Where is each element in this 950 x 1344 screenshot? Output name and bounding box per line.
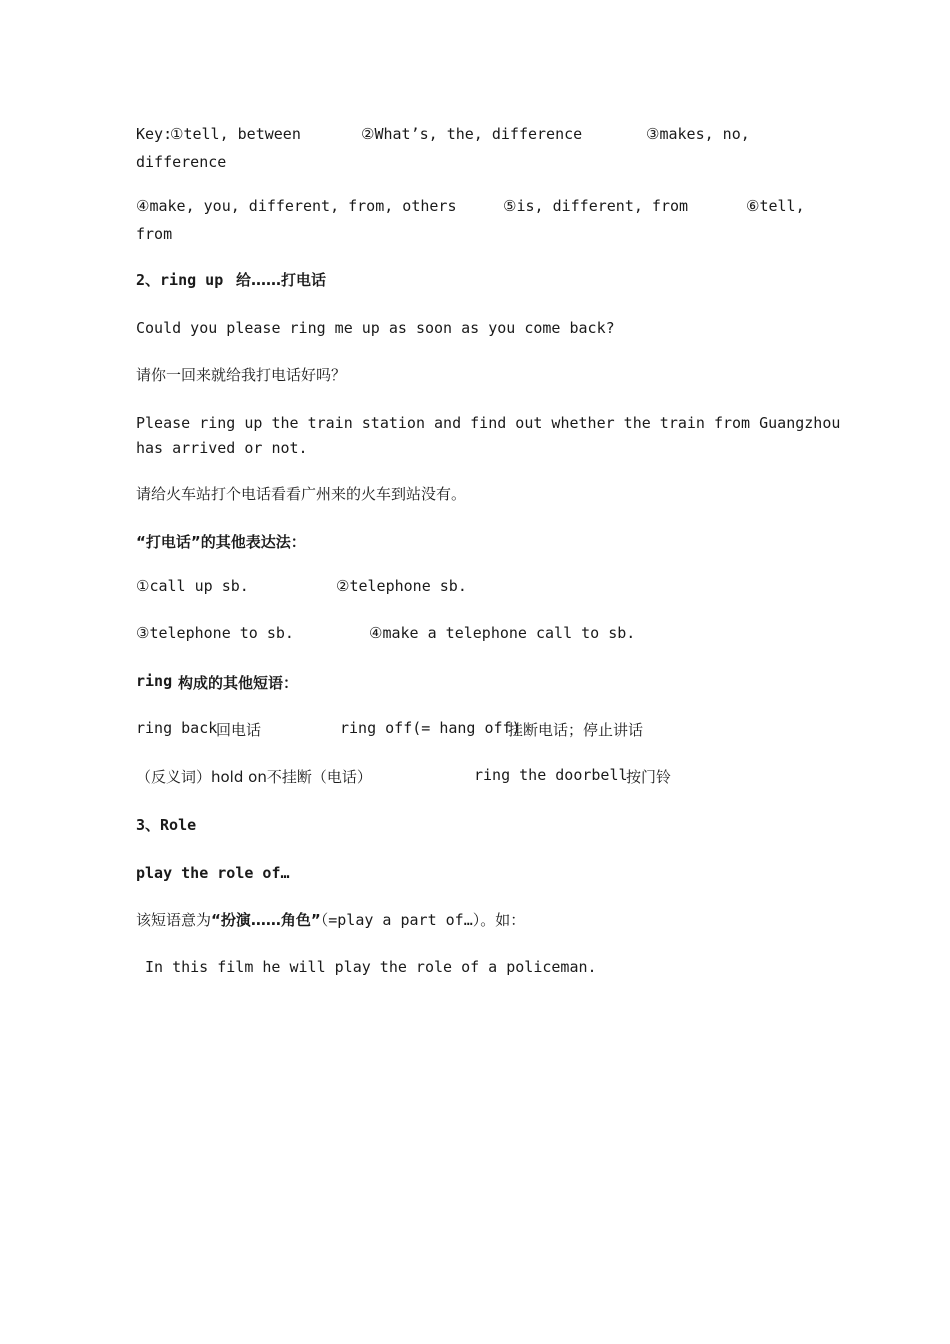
key-answer-3-cont: difference — [136, 153, 227, 171]
phrase-hold-on: （反义词）hold on不挂断（电话） — [136, 768, 372, 786]
phrase-meaning-pre: 该短语意为 — [136, 911, 212, 929]
phrase-ring-doorbell-cn: 按门铃 — [626, 768, 672, 786]
example-2-cn: 请给火车站打个电话看看广州来的火车到站没有。 — [136, 485, 467, 503]
ring-phrases-row-2 — [136, 766, 836, 791]
example-1-cn: 请你一回来就给我打电话好吗？ — [136, 366, 347, 384]
answer-key-row-1 — [136, 125, 836, 150]
section-2-title-cn: 给……打电话 — [236, 271, 327, 289]
key-answer-6-cont: from — [136, 225, 173, 243]
phrase-ring-off-cn: 挂断电话；停止讲话 — [508, 721, 644, 739]
phrase-ring-off: ring off(= hang off) — [340, 719, 521, 737]
phrase-meaning-bold: “扮演……角色” — [211, 911, 321, 929]
example-2-en-line1: Please ring up the train station and find out whether the train from Guangzhou — [136, 414, 841, 432]
key-label: Key: — [136, 125, 173, 143]
key-answer-3: ③makes, no, — [646, 125, 750, 143]
other-expressions-heading: “打电话”的其他表达法： — [136, 533, 306, 551]
key-answer-5: ⑤is, different, from — [503, 197, 689, 215]
ring-phrases-row-1 — [136, 719, 836, 744]
role-example-sentence: In this film he will play the role of a policeman. — [145, 958, 597, 976]
ring-phrases-heading-en: ring — [136, 672, 173, 690]
expression-2: ②telephone sb. — [336, 577, 467, 595]
expression-1: ①call up sb. — [136, 577, 249, 595]
key-answer-6: ⑥tell, — [746, 197, 805, 215]
example-1-en: Could you please ring me up as soon as you come back? — [136, 319, 615, 337]
key-answer-1: ①tell, between — [170, 125, 301, 143]
ring-phrases-heading-cn: 构成的其他短语： — [178, 674, 299, 692]
phrase-ring-back-cn: 回电话 — [216, 721, 262, 739]
phrase-meaning — [136, 908, 525, 933]
section-2-heading — [136, 269, 836, 294]
phrase-ring-doorbell: ring the doorbell — [474, 766, 628, 784]
answer-key-row-2 — [136, 197, 836, 222]
expressions-row-1 — [136, 577, 836, 602]
ring-phrases-heading — [136, 672, 836, 697]
section-3-heading: 3、Role — [136, 816, 197, 834]
key-answer-2: ②What’s, the, difference — [361, 125, 583, 143]
key-answer-4: ④make, you, different, from, others — [136, 197, 457, 215]
example-2-en-line2: has arrived or not. — [136, 439, 308, 457]
expression-3: ③telephone to sb. — [136, 624, 294, 642]
expressions-row-2 — [136, 624, 836, 649]
phrase-meaning-post: （=play a part of…）。如： — [320, 911, 526, 929]
phrase-ring-back: ring back — [136, 719, 218, 737]
section-2-title: 2、ring up — [136, 271, 224, 289]
play-the-role-phrase: play the role of… — [136, 864, 290, 882]
expression-4: ④make a telephone call to sb. — [369, 624, 636, 642]
